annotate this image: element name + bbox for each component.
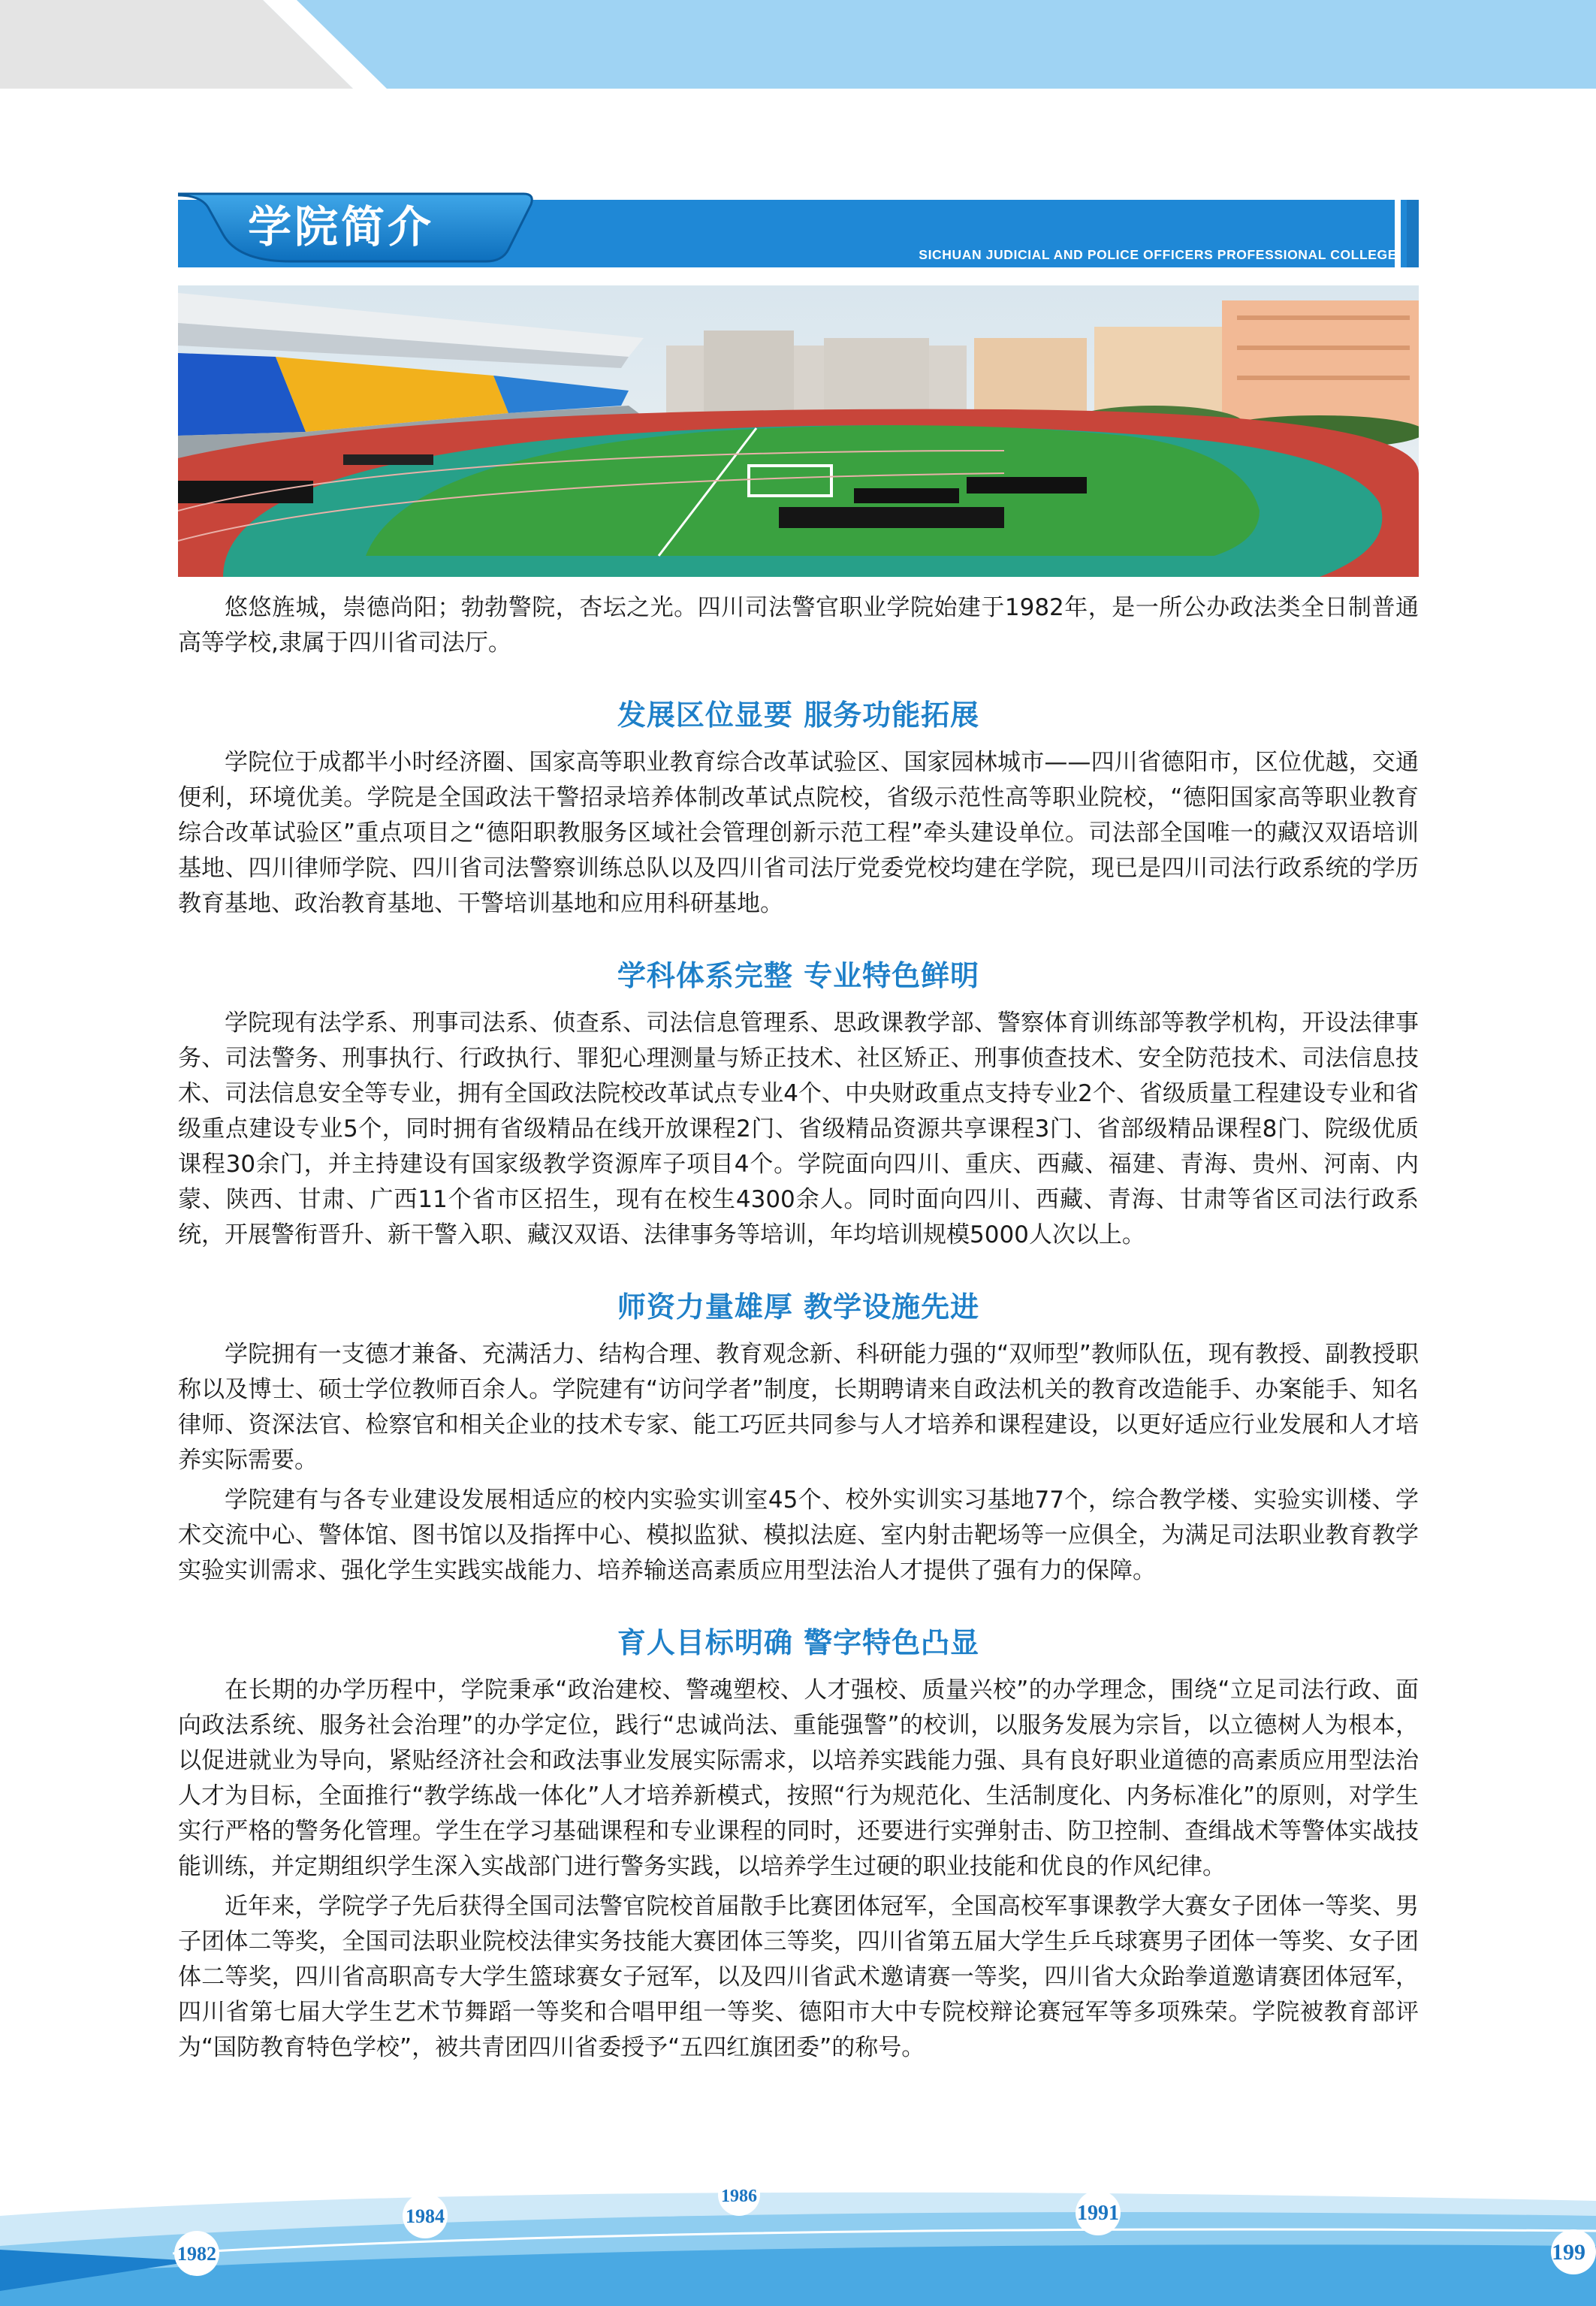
- timeline-year: 199: [1552, 2240, 1585, 2265]
- section-paragraph: 学院现有法学系、刑事司法系、侦查系、司法信息管理系、思政课教学部、警察体育训练部等教学机构，开设法律事务、司法警务、刑事执行、行政执行、罪犯心理测量与矫正技术、社区矫正、刑事侦查技术、安全防范技术、司法信息技术、司法信息安全等专业，拥有全国政法院校改革试点专业4个、中央财政重点支持专业2个、省级质量工程建设专业和省级重点建设专业5个，同时拥有省级精品在线开放课程2门、省级精品资源共享课程3门、省部级精品课程8门、院级优质课程30余门，并主持建设有国家级教学资源库子项目4个。学院面向四川、重庆、西藏、福建、青海、贵州、河南、内蒙、陕西、甘肃、广西11个省市区招生，现有在校生4300余人。同时面向四川、西藏、青海、甘肃等省区司法行政系统，开展警衔晋升、新干警入职、藏汉双语、法律事务等培训，年均培训规模5000人次以上。: [178, 1010, 1419, 1248]
- timeline-year: 1982: [177, 2243, 216, 2265]
- college-english-name: SICHUAN JUDICIAL AND POLICE OFFICERS PROFESSIONAL COLLEGE: [919, 247, 1397, 262]
- section-paragraph: 近年来，学院学子先后获得全国司法警官院校首届散手比赛团体冠军，全国高校军事课教学大赛女子团体一等奖、男子团体二等奖，全国司法职业院校法律实务技能大赛团体三等奖，四川省第五届大学生乒乓球赛男子团体一等奖、女子团体二等奖，四川省高职高专大学生篮球赛女子冠军，以及四川省武术邀请赛一等奖，四川省大众跆拳道邀请赛团体冠军，四川省第七届大学生艺术节舞蹈一等奖和合唱甲组一等奖、德阳市大中专院校辩论赛冠军等多项殊荣。学院被教育部评为“国防教育特色学校”，被共青团四川省委授予“五四红旗团委”的称号。: [178, 1893, 1419, 2061]
- main-content: [178, 590, 1419, 2066]
- timeline-band: [0, 2171, 1596, 2306]
- timeline-year: 1991: [1077, 2202, 1119, 2225]
- section-heading-development: 发展区位显要 服务功能拓展: [617, 699, 980, 732]
- top-decorative-band: [0, 0, 1596, 89]
- intro-paragraph: 悠悠旌城，崇德尚阳；勃勃警院，杏坛之光。四川司法警官职业学院始建于1982年，是一所公办政法类全日制普通高等学校,隶属于四川省司法厅。: [178, 594, 1419, 656]
- section-paragraph: 学院拥有一支德才兼备、充满活力、结构合理、教育观念新、科研能力强的“双师型”教师队伍，现有教授、副教授职称以及博士、硕士学位教师百余人。学院建有“访问学者”制度，长期聘请来自政法机关的教育改造能手、办案能手、知名律师、资深法官、检察官和相关企业的技术专家、能工巧匠共同参与人才培养和课程建设，以更好适应行业发展和人才培养实际需要。: [178, 1341, 1419, 1474]
- timeline-year: 1986: [721, 2187, 757, 2206]
- section-heading-faculty: 师资力量雄厚 教学设施先进: [617, 1290, 980, 1324]
- timeline-year: 1984: [406, 2205, 445, 2227]
- section-heading-education-goals: 育人目标明确 警字特色凸显: [617, 1626, 980, 1659]
- section-heading-disciplines: 学科体系完整 专业特色鲜明: [617, 959, 980, 992]
- campus-stadium-photo: [178, 285, 1419, 577]
- section-paragraph: 在长期的办学历程中，学院秉承“政治建校、警魂塑校、人才强校、质量兴校”的办学理念，围绕“立足司法行政、面向政法系统、服务社会治理”的办学定位，践行“忠诚尚法、重能强警”的校训，以服务发展为宗旨，以立德树人为根本，以促进就业为导向，紧贴经济社会和政法事业发展实际需求，以培养实践能力强、具有良好职业道德的高素质应用型法治人才为目标，全面推行“教学练战一体化”人才培养新模式，按照“行为规范化、生活制度化、内务标准化”的原则，对学生实行严格的警务化管理。学生在学习基础课程和专业课程的同时，还要进行实弹射击、防卫控制、查缉战术等警体实战技能训练，并定期组织学生深入实战部门进行警务实践，以培养学生过硬的职业技能和优良的作风纪律。: [178, 1677, 1419, 1880]
- section-paragraph: 学院位于成都半小时经济圈、国家高等职业教育综合改革试验区、国家园林城市——四川省德阳市，区位优越，交通便利，环境优美。学院是全国政法干警招录培养体制改革试点院校，省级示范性高等职业院校，“德阳国家高等职业教育综合改革试验区”重点项目之“德阳职教服务区域社会管理创新示范工程”牵头建设单位。司法部全国唯一的藏汉双语培训基地、四川律师学院、四川省司法警察训练总队以及四川省司法厅党委党校均建在学院，现已是四川司法行政系统的学历教育基地、政治教育基地、干警培训基地和应用科研基地。: [178, 749, 1419, 917]
- page-title: 学院简介: [248, 201, 435, 252]
- section-paragraph: 学院建有与各专业建设发展相适应的校内实验实训室45个、校外实训实习基地77个，综合教学楼、实验实训楼、学术交流中心、警体馆、图书馆以及指挥中心、模拟监狱、模拟法庭、室内射击靶场等一应俱全，为满足司法职业教育教学实验实训需求、强化学生实践实战能力、培养输送高素质应用型法治人才提供了强有力的保障。: [178, 1487, 1419, 1584]
